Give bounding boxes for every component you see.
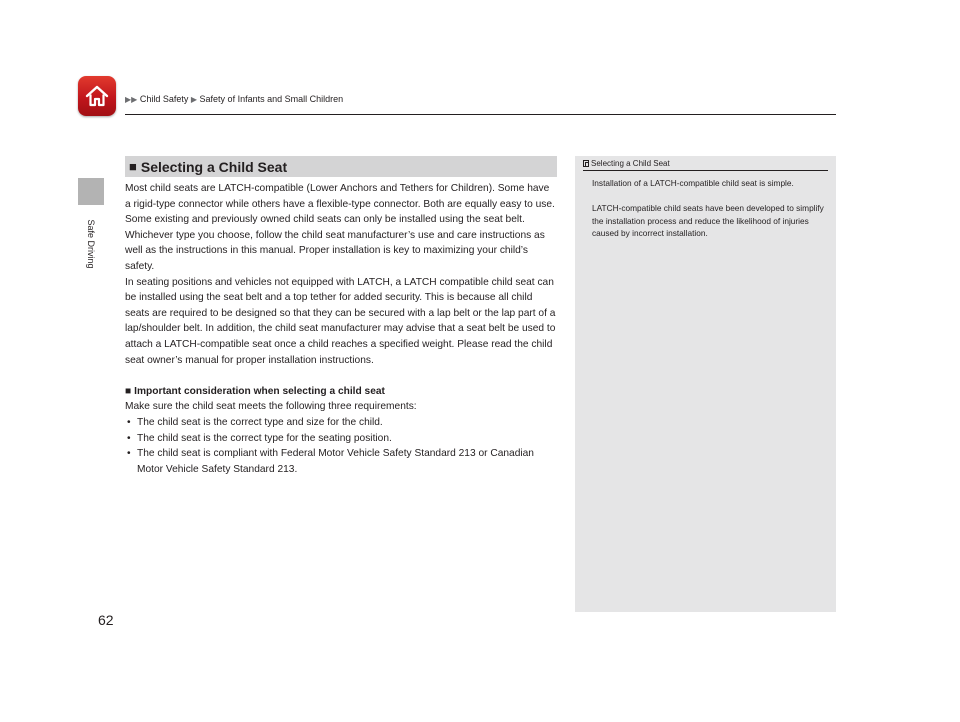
chapter-tab[interactable]	[78, 178, 104, 205]
header-divider	[125, 114, 836, 115]
sidebar-note	[575, 156, 836, 612]
sidebar-heading: Selecting a Child Seat	[583, 159, 828, 171]
breadcrumb-item-safety-infants[interactable]: Safety of Infants and Small Children	[199, 94, 344, 104]
sidebar-body	[575, 171, 836, 240]
home-icon	[84, 83, 110, 109]
section-title: Selecting a Child Seat	[140, 158, 288, 175]
main-content	[125, 181, 557, 477]
reference-icon	[583, 160, 589, 167]
chapter-label: Safe Driving	[86, 219, 96, 269]
list-item: • The child seat is the correct type and size for the child.	[125, 415, 557, 431]
page-number: 62	[98, 612, 114, 628]
home-button[interactable]	[78, 76, 116, 116]
list-item: • The child seat is compliant with Federal Motor Vehicle Safety Standard 213 or Canadian Motor Vehicle Safety Standard 213.	[125, 446, 557, 477]
body-paragraph: In seating positions and vehicles not equipped with LATCH, a LATCH compatible child seat can be installed using the seat belt and a top tether for added security. This is because all child seats are required to be designed so that they can be secured with a lap belt or the lap part of a lap/shoulder belt. In addition, the child seat manufacturer may advise that a seat belt be used to attach a LATCH-compatible seat once a child reaches a specified weight. Please read the child seat owner’s manual for proper installation instructions.	[125, 276, 556, 366]
section-heading-bar	[125, 156, 557, 177]
subheading: ■ Important consideration when selecting a child seat	[125, 385, 385, 397]
list-item: • The child seat is the correct type for the seating position.	[125, 431, 557, 447]
breadcrumb-arrow-icon: ▶	[190, 95, 198, 104]
section-square-icon: ■	[129, 159, 137, 174]
breadcrumb-item-child-safety[interactable]: Child Safety	[139, 94, 189, 104]
sidebar-paragraph: LATCH-compatible child seats have been developed to simplify the installation process and reduce the likelihood of injuries caused by incorrect installation.	[592, 203, 824, 239]
sidebar-paragraph: Installation of a LATCH-compatible child seat is simple.	[592, 178, 794, 188]
breadcrumb	[125, 94, 343, 104]
breadcrumb-arrow-icon: ▶▶	[125, 95, 138, 104]
requirements-list	[125, 415, 557, 477]
subheading-square-icon: ■	[125, 385, 132, 397]
body-paragraph: Most child seats are LATCH-compatible (Lower Anchors and Tethers for Children). Some have a rigid-type connector while others have a flexible-type connector. Both are equally easy to use. Some existing and previously owned child seats can only be installed using the seat belt. Whichever type you choose, follow the child seat manufacturer’s use and care instructions as well as the instructions in this manual. Proper installation is key to maximizing your child’s safety.	[125, 183, 555, 272]
requirements-intro: Make sure the child seat meets the following three requirements:	[125, 401, 417, 413]
